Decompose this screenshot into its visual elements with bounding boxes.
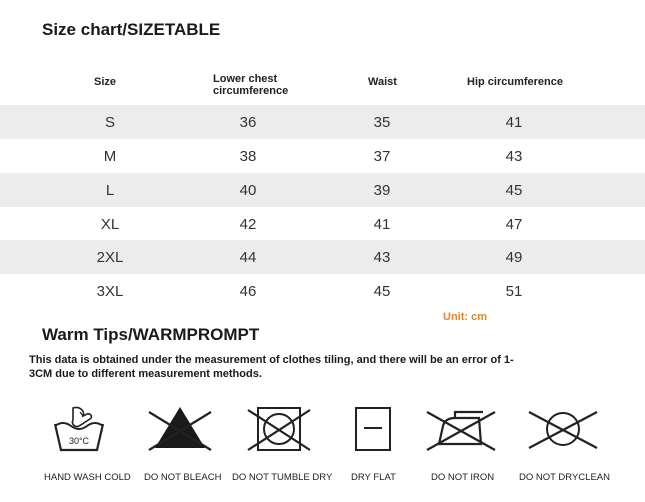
cell-chest: 46 bbox=[239, 283, 257, 300]
cell-chest: 42 bbox=[239, 216, 257, 233]
tips-text: This data is obtained under the measurement of clothes tiling, and there will be an error of 1-3CM due to different measurement methods. bbox=[29, 354, 514, 380]
wash-temp-label: 30°C bbox=[68, 436, 90, 446]
header-hip: Hip circumference bbox=[467, 76, 563, 88]
cell-chest: 44 bbox=[239, 249, 257, 266]
cell-chest: 36 bbox=[239, 114, 257, 131]
care-label: DRY FLAT bbox=[351, 472, 396, 483]
cell-waist: 35 bbox=[373, 114, 391, 131]
cell-waist: 37 bbox=[373, 148, 391, 165]
cell-waist: 43 bbox=[373, 249, 391, 266]
no-iron-icon bbox=[411, 404, 511, 454]
cell-hip: 41 bbox=[505, 114, 523, 131]
header-chest: Lower chest circumference bbox=[213, 73, 289, 97]
cell-hip: 49 bbox=[505, 249, 523, 266]
no-tumble-dry-icon bbox=[229, 404, 329, 454]
table-row bbox=[0, 173, 645, 207]
cell-hip: 51 bbox=[505, 283, 523, 300]
cell-hip: 43 bbox=[505, 148, 523, 165]
hand-wash-icon bbox=[29, 404, 129, 454]
cell-chest: 40 bbox=[239, 182, 257, 199]
care-label: DO NOT IRON bbox=[431, 472, 495, 483]
cell-size: L bbox=[105, 182, 115, 199]
cell-waist: 45 bbox=[373, 283, 391, 300]
cell-waist: 39 bbox=[373, 182, 391, 199]
unit-label: Unit: cm bbox=[443, 311, 487, 323]
no-dryclean-icon bbox=[513, 404, 613, 454]
care-label: HAND WASH COLD bbox=[44, 472, 131, 483]
page-title: Size chart/SIZETABLE bbox=[42, 20, 221, 39]
cell-waist: 41 bbox=[373, 216, 391, 233]
cell-size: 3XL bbox=[96, 283, 124, 300]
cell-size: S bbox=[104, 114, 115, 131]
tips-title: Warm Tips/WARMPROMPT bbox=[42, 325, 260, 344]
cell-chest: 38 bbox=[239, 148, 257, 165]
cell-size: 2XL bbox=[96, 249, 124, 266]
cell-hip: 47 bbox=[505, 216, 523, 233]
header-size: Size bbox=[94, 76, 117, 88]
care-label: DO NOT DRYCLEAN bbox=[519, 472, 610, 483]
table-row bbox=[0, 105, 645, 139]
table-row bbox=[0, 207, 645, 241]
care-label: DO NOT BLEACH bbox=[144, 472, 222, 483]
cell-size: XL bbox=[100, 216, 120, 233]
dry-flat-icon bbox=[323, 404, 423, 454]
table-row bbox=[0, 274, 645, 308]
table-row bbox=[0, 139, 645, 173]
care-label: DO NOT TUMBLE DRY bbox=[232, 472, 333, 483]
table-row bbox=[0, 240, 645, 274]
no-bleach-icon bbox=[130, 404, 230, 454]
cell-size: M bbox=[103, 148, 117, 165]
cell-hip: 45 bbox=[505, 182, 523, 199]
header-waist: Waist bbox=[368, 76, 397, 88]
